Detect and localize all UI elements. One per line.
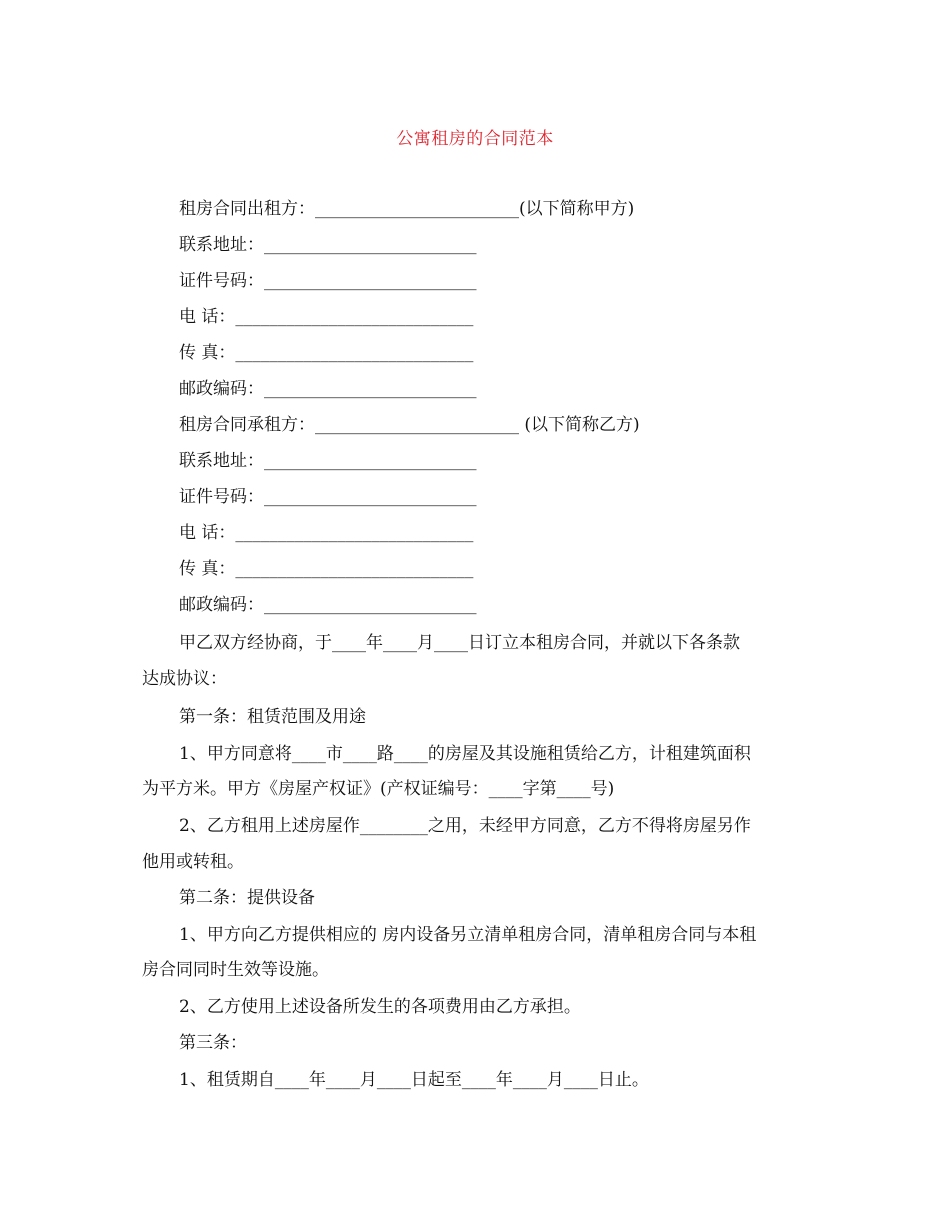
lessee-line: 租房合同承租方：________________________ (以下简称乙方) <box>179 415 640 435</box>
document-title: 公寓租房的合同范本 <box>396 129 554 149</box>
lessor-postcode-line: 邮政编码：_________________________ <box>179 379 477 399</box>
lessee-phone-line: 电 话：____________________________ <box>179 523 474 543</box>
agreement-paragraph: 甲乙双方经协商，于____年____月____日订立本租房合同，并就以下各条款 <box>179 633 740 653</box>
article-1-item-2-cont: 他用或转租。 <box>142 852 244 872</box>
lessor-id-line: 证件号码：_________________________ <box>179 271 477 291</box>
lessee-postcode-line: 邮政编码：_________________________ <box>179 595 477 615</box>
article-3-heading: 第三条： <box>179 1033 247 1053</box>
article-2-item-1: 1、甲方向乙方提供相应的 房内设备另立清单租房合同，清单租房合同与本租 <box>179 925 757 945</box>
article-1-heading: 第一条：租赁范围及用途 <box>179 707 366 727</box>
lessee-address-line: 联系地址：_________________________ <box>179 451 477 471</box>
article-3-item-1: 1、租赁期自____年____月____日起至____年____月____日止。 <box>179 1070 649 1090</box>
lessor-fax-line: 传 真：____________________________ <box>179 343 474 363</box>
article-2-item-2: 2、乙方使用上述设备所发生的各项费用由乙方承担。 <box>179 997 581 1017</box>
lessor-phone-line: 电 话：____________________________ <box>179 307 474 327</box>
article-1-item-2: 2、乙方租用上述房屋作________之用，未经甲方同意，乙方不得将房屋另作 <box>179 816 751 836</box>
lessee-fax-line: 传 真：____________________________ <box>179 559 474 579</box>
lessor-address-line: 联系地址：_________________________ <box>179 235 477 255</box>
article-1-item-1-cont: 为平方米。甲方《房屋产权证》(产权证编号：____字第____号) <box>142 779 615 799</box>
article-2-item-1-cont: 房合同同时生效等设施。 <box>142 960 329 980</box>
article-1-item-1: 1、甲方同意将____市____路____的房屋及其设施租赁给乙方，计租建筑面积 <box>179 744 751 764</box>
lessee-id-line: 证件号码：_________________________ <box>179 487 477 507</box>
lessor-line: 租房合同出租方：________________________(以下简称甲方) <box>179 199 635 219</box>
agreement-paragraph-cont: 达成协议： <box>142 669 227 689</box>
article-2-heading: 第二条：提供设备 <box>179 888 315 908</box>
